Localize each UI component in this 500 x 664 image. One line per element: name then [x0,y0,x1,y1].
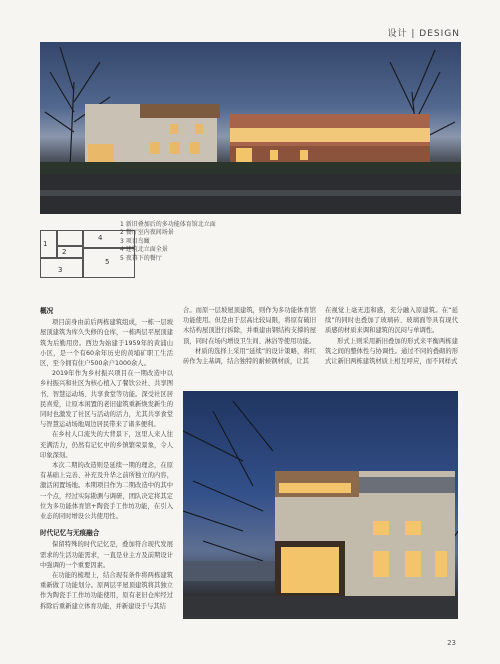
paragraph: 形式上则采用新旧叠加的形式来平衡两栋建筑之间的整体性与协调性。通过不同的叠砌的形式让新旧两栋建筑材质上相互呼应，而不同样式 [325,337,458,366]
caption-item: 3 项目鸟瞰 [120,237,150,245]
section-heading: 时代记忆与无痕融合 [40,529,100,538]
photo-caption-list [120,221,300,263]
section-heading: 概况 [40,307,54,315]
body-column-1 [40,306,173,612]
plan-label: 2 [62,248,67,256]
plan-label: 5 [105,258,110,266]
body-column-3 [325,306,458,367]
paragraph: 在视觉上毫无违和感，充分融入原建筑。在“延续”的同时也叠加了玻璃砖、玻璃面等具有现代质感的材质来调和建筑的沉闷与单调性。 [325,307,458,335]
plan-cell-2 [57,230,83,246]
caption-item: 1 新旧叠加后的多功能体育馆北立面 [120,221,216,228]
paragraph: 保留特殊的时代记忆是，叠加符合现代发展需求的生活功能需求，一直是业主方及前期设计中强调的一个重要因素。 [40,541,173,569]
photo-exterior-panorama [40,42,461,214]
plan-cell-2b [57,246,83,258]
paragraph: 本次二期的改造则是延续一期的理念，在原有基础上完善、补充及升华之前所独立的内容，激活闲置场地。本期项目作为二期改造中的其中一个点，经过实际勘测与调研，团队决定将其定位为多功能体育馆+陶瓷手工作坊功能，在引入业态的同时增设公共使用性。 [40,462,173,521]
section-header: 设计 | DESIGN [387,29,460,39]
building-night-illustration [183,391,458,619]
body-column-2 [183,306,316,367]
caption-item: 5 夜幕下的餐厅 [120,254,162,262]
paragraph: 材质的选择上采用“延续”的设计策略，将红砖作为主基调，结合独特的耐候钢材质，让其 [183,347,316,366]
caption-item: 4 建筑北立面全景 [120,246,168,254]
page-number: 23 [447,639,456,647]
plan-label: 3 [58,266,63,274]
plan-label: 4 [98,234,103,242]
paragraph: 在乡村人口流失的大背景下，这里人来人往充满活力，仍然有记忆中的乡镇繁荣景象，令人印象深刻。 [40,431,173,459]
caption-item: 2 餐厅室内夜间场景 [120,229,174,237]
paragraph: 项目前身由前后两栋建筑组成，一栋一层坡屋顶建筑为库久失修的仓库，一栋两层平屋顶建筑为后勤用房。西边为始建于1959年的黄浦山小区，是一个有60余年历史的黄埔矿职工生活区，至今拥有住户500余户1000余人。 [40,319,173,368]
paragraph: 2019年作为乡村振兴项目在一期改造中以乡村振兴和社区为核心植入了餐饮公社、共享图书、智慧运动场、共享食堂等功能。深受社区居民喜爱，让原本闲置的老旧建筑重新焕发新生的同时也激发了社区与活动的活力，尤其共享食堂与智慧运动场地周边居民带来了诸多便利。 [40,370,173,429]
paragraph: 在功能的梳理上，结合现有条件将两栋建筑重新做了功能划分。原两层平屋顶建筑将其独立作为陶瓷手工作坊功能使用，原有老旧仓库经过拆除后重新建立体育功能，并新建设于与其结 [40,572,173,610]
plan-label: 1 [43,240,48,248]
paragraph: 合。而原一层坡屋顶建筑，则作为多功能体育馆功能使用。但是由于层高比较局限，将原有破旧木结构屋顶进行拆除，并重建由钢结构支撑的屋顶，同时在场内增设卫生间、淋浴等使用功能。 [183,307,316,345]
exterior-panorama-illustration [40,42,461,214]
photo-building-night [183,391,458,619]
